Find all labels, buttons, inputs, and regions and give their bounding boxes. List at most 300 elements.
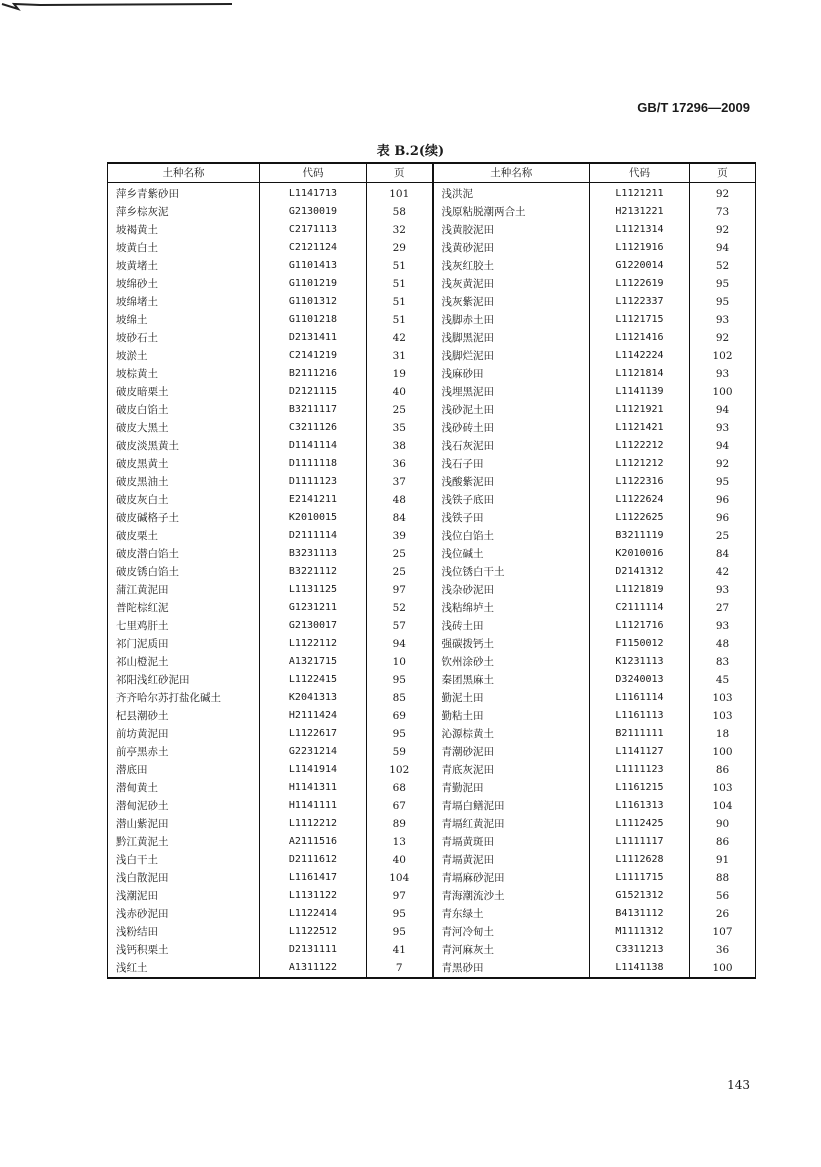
soil-code-cell: L1141127 bbox=[590, 743, 690, 761]
page-ref-cell: 92 bbox=[690, 221, 756, 239]
soil-name-cell: 浅脚黑泥田 bbox=[433, 329, 590, 347]
soil-name-cell: 秦团黑麻土 bbox=[433, 671, 590, 689]
soil-code-cell: C2171113 bbox=[260, 221, 367, 239]
page-ref-cell: 51 bbox=[367, 293, 433, 311]
soil-name-cell: 浅原粘脱潮两合土 bbox=[433, 203, 590, 221]
table-row bbox=[108, 779, 756, 797]
table-row bbox=[108, 275, 756, 293]
soil-name-cell: 破皮潜白馅土 bbox=[108, 545, 260, 563]
soil-code-cell: C2111114 bbox=[590, 599, 690, 617]
soil-name-cell: 浅铁子田 bbox=[433, 509, 590, 527]
soil-name-cell: 祁门泥质田 bbox=[108, 635, 260, 653]
table-row bbox=[108, 581, 756, 599]
table-header-row bbox=[108, 163, 756, 183]
soil-code-cell: L1131122 bbox=[260, 887, 367, 905]
soil-code-cell: L1142224 bbox=[590, 347, 690, 365]
page-ref-cell: 102 bbox=[690, 347, 756, 365]
soil-code-cell: G1521312 bbox=[590, 887, 690, 905]
soil-code-cell: B3211117 bbox=[260, 401, 367, 419]
page-ref-cell: 96 bbox=[690, 491, 756, 509]
header-page-right: 页 bbox=[690, 163, 756, 183]
soil-code-cell: D1111118 bbox=[260, 455, 367, 473]
soil-code-cell: L1122415 bbox=[260, 671, 367, 689]
page-ref-cell: 103 bbox=[690, 779, 756, 797]
table-row bbox=[108, 941, 756, 959]
soil-code-cell: L1122414 bbox=[260, 905, 367, 923]
soil-name-cell: 浅杂砂泥田 bbox=[433, 581, 590, 599]
table-row bbox=[108, 509, 756, 527]
page-number: 143 bbox=[727, 1078, 750, 1092]
table-row bbox=[108, 419, 756, 437]
table-row bbox=[108, 257, 756, 275]
soil-code-cell: L1122316 bbox=[590, 473, 690, 491]
soil-code-cell: L1122337 bbox=[590, 293, 690, 311]
standard-number: GB/T 17296—2009 bbox=[637, 100, 750, 115]
soil-code-cell: L1121212 bbox=[590, 455, 690, 473]
soil-name-cell: 浅位锈白干土 bbox=[433, 563, 590, 581]
soil-name-cell: 钦州涂砂土 bbox=[433, 653, 590, 671]
page-ref-cell: 92 bbox=[690, 185, 756, 203]
page-ref-cell: 95 bbox=[367, 923, 433, 941]
soil-code-cell: B2111216 bbox=[260, 365, 367, 383]
page-ref-cell: 103 bbox=[690, 689, 756, 707]
page-ref-cell: 68 bbox=[367, 779, 433, 797]
soil-code-cell: C2121124 bbox=[260, 239, 367, 257]
soil-name-cell: 浅粉结田 bbox=[108, 923, 260, 941]
page-ref-cell: 92 bbox=[690, 455, 756, 473]
table-row bbox=[108, 797, 756, 815]
soil-code-cell: G1101413 bbox=[260, 257, 367, 275]
page-ref-cell: 45 bbox=[690, 671, 756, 689]
table-body bbox=[108, 183, 756, 979]
soil-code-cell: D2121115 bbox=[260, 383, 367, 401]
page-ref-cell: 84 bbox=[690, 545, 756, 563]
soil-code-cell: L1141138 bbox=[590, 959, 690, 978]
soil-name-cell: 齐齐哈尔苏打盐化碱土 bbox=[108, 689, 260, 707]
soil-code-cell: L1111715 bbox=[590, 869, 690, 887]
page-ref-cell: 95 bbox=[690, 473, 756, 491]
page-ref-cell: 52 bbox=[367, 599, 433, 617]
table-row bbox=[108, 293, 756, 311]
page-ref-cell: 83 bbox=[690, 653, 756, 671]
table-row bbox=[108, 473, 756, 491]
soil-name-cell: 前亭黑赤土 bbox=[108, 743, 260, 761]
soil-name-cell: 普陀棕红泥 bbox=[108, 599, 260, 617]
table-row bbox=[108, 635, 756, 653]
soil-name-cell: 坡砂石土 bbox=[108, 329, 260, 347]
page-ref-cell: 51 bbox=[367, 257, 433, 275]
soil-name-cell: 青河冷甸土 bbox=[433, 923, 590, 941]
soil-code-cell: L1161417 bbox=[260, 869, 367, 887]
header-soil-name-left: 土种名称 bbox=[108, 163, 260, 183]
soil-name-cell: 破皮黑油土 bbox=[108, 473, 260, 491]
soil-name-cell: 沁源棕黄土 bbox=[433, 725, 590, 743]
soil-name-cell: 青勤泥田 bbox=[433, 779, 590, 797]
page-ref-cell: 95 bbox=[690, 293, 756, 311]
soil-code-cell: L1131125 bbox=[260, 581, 367, 599]
soil-name-cell: 青河麻灰土 bbox=[433, 941, 590, 959]
table-row bbox=[108, 491, 756, 509]
soil-name-cell: 青塥黄斑田 bbox=[433, 833, 590, 851]
soil-code-cell: G1231211 bbox=[260, 599, 367, 617]
soil-name-cell: 浅潮泥田 bbox=[108, 887, 260, 905]
soil-code-cell: L1111123 bbox=[590, 761, 690, 779]
page-ref-cell: 101 bbox=[367, 185, 433, 203]
soil-code-cell: L1111117 bbox=[590, 833, 690, 851]
soil-code-cell: L1112212 bbox=[260, 815, 367, 833]
table-row bbox=[108, 617, 756, 635]
table-row bbox=[108, 455, 756, 473]
page-ref-cell: 27 bbox=[690, 599, 756, 617]
soil-code-cell: K2041313 bbox=[260, 689, 367, 707]
page-ref-cell: 86 bbox=[690, 833, 756, 851]
page-ref-cell: 85 bbox=[367, 689, 433, 707]
soil-name-cell: 勤泥土田 bbox=[433, 689, 590, 707]
soil-name-cell: 青海潮流沙土 bbox=[433, 887, 590, 905]
soil-code-cell: L1141914 bbox=[260, 761, 367, 779]
soil-name-cell: 浅脚烂泥田 bbox=[433, 347, 590, 365]
soil-name-cell: 萍乡青紫砂田 bbox=[108, 185, 260, 203]
soil-name-cell: 破皮白馅土 bbox=[108, 401, 260, 419]
page-ref-cell: 13 bbox=[367, 833, 433, 851]
soil-code-cell: B3211119 bbox=[590, 527, 690, 545]
soil-name-cell: 青底灰泥田 bbox=[433, 761, 590, 779]
page-ref-cell: 96 bbox=[690, 509, 756, 527]
soil-code-cell: H2131221 bbox=[590, 203, 690, 221]
soil-name-cell: 浅粘绵垆土 bbox=[433, 599, 590, 617]
soil-name-cell: 浅铁子底田 bbox=[433, 491, 590, 509]
soil-name-cell: 浅红土 bbox=[108, 959, 260, 978]
soil-code-cell: K2010016 bbox=[590, 545, 690, 563]
soil-name-cell: 破皮碱格子土 bbox=[108, 509, 260, 527]
header-code-right: 代码 bbox=[590, 163, 690, 183]
table-row bbox=[108, 347, 756, 365]
page-ref-cell: 100 bbox=[690, 383, 756, 401]
header-page-left: 页 bbox=[367, 163, 433, 183]
page-ref-cell: 51 bbox=[367, 275, 433, 293]
soil-name-cell: 青潮砂泥田 bbox=[433, 743, 590, 761]
soil-name-cell: 青塥白鳝泥田 bbox=[433, 797, 590, 815]
page-ref-cell: 25 bbox=[690, 527, 756, 545]
soil-code-cell: G1101312 bbox=[260, 293, 367, 311]
table-row bbox=[108, 221, 756, 239]
table-row bbox=[108, 239, 756, 257]
corner-scan-mark bbox=[0, 0, 235, 14]
page-ref-cell: 25 bbox=[367, 563, 433, 581]
page-ref-cell: 32 bbox=[367, 221, 433, 239]
soil-code-cell: L1121814 bbox=[590, 365, 690, 383]
soil-name-cell: 浅位碱土 bbox=[433, 545, 590, 563]
soil-name-cell: 浅洪泥 bbox=[433, 185, 590, 203]
soil-code-cell: L1121716 bbox=[590, 617, 690, 635]
soil-code-cell: H1141311 bbox=[260, 779, 367, 797]
table-row bbox=[108, 815, 756, 833]
soil-name-cell: 坡绵土 bbox=[108, 311, 260, 329]
table-row bbox=[108, 689, 756, 707]
page-ref-cell: 103 bbox=[690, 707, 756, 725]
table-row bbox=[108, 959, 756, 978]
page-ref-cell: 95 bbox=[367, 725, 433, 743]
soil-code-cell: K2010015 bbox=[260, 509, 367, 527]
soil-name-cell: 浅灰紫泥田 bbox=[433, 293, 590, 311]
page-ref-cell: 40 bbox=[367, 851, 433, 869]
page-ref-cell: 42 bbox=[367, 329, 433, 347]
soil-name-cell: 前坊黄泥田 bbox=[108, 725, 260, 743]
soil-name-cell: 浅石灰泥田 bbox=[433, 437, 590, 455]
soil-code-cell: L1161113 bbox=[590, 707, 690, 725]
soil-name-cell: 青塥麻砂泥田 bbox=[433, 869, 590, 887]
soil-name-cell: 坡褐黄土 bbox=[108, 221, 260, 239]
page-ref-cell: 84 bbox=[367, 509, 433, 527]
soil-name-cell: 蒲江黄泥田 bbox=[108, 581, 260, 599]
table-row bbox=[108, 761, 756, 779]
page-ref-cell: 94 bbox=[690, 401, 756, 419]
soil-code-cell: L1141713 bbox=[260, 185, 367, 203]
soil-code-cell: L1121921 bbox=[590, 401, 690, 419]
soil-code-cell: K1231113 bbox=[590, 653, 690, 671]
page-ref-cell: 107 bbox=[690, 923, 756, 941]
soil-index-table bbox=[107, 162, 756, 979]
soil-code-cell: L1122512 bbox=[260, 923, 367, 941]
soil-code-cell: L1121416 bbox=[590, 329, 690, 347]
soil-code-cell: A1311122 bbox=[260, 959, 367, 978]
soil-code-cell: L1161114 bbox=[590, 689, 690, 707]
soil-name-cell: 浅麻砂田 bbox=[433, 365, 590, 383]
soil-code-cell: L1121211 bbox=[590, 185, 690, 203]
soil-code-cell: L1121314 bbox=[590, 221, 690, 239]
soil-name-cell: 浅位白馅土 bbox=[433, 527, 590, 545]
soil-name-cell: 潜甸黄土 bbox=[108, 779, 260, 797]
table-row bbox=[108, 653, 756, 671]
header-code-left: 代码 bbox=[260, 163, 367, 183]
table-row bbox=[108, 437, 756, 455]
soil-name-cell: 破皮淡黑黄土 bbox=[108, 437, 260, 455]
soil-code-cell: L1112425 bbox=[590, 815, 690, 833]
page-ref-cell: 38 bbox=[367, 437, 433, 455]
table-row bbox=[108, 401, 756, 419]
soil-code-cell: C2141219 bbox=[260, 347, 367, 365]
soil-code-cell: D2131411 bbox=[260, 329, 367, 347]
soil-name-cell: 浅脚赤土田 bbox=[433, 311, 590, 329]
soil-code-cell: L1122212 bbox=[590, 437, 690, 455]
page-ref-cell: 94 bbox=[690, 437, 756, 455]
soil-name-cell: 浅白干土 bbox=[108, 851, 260, 869]
page-ref-cell: 94 bbox=[690, 239, 756, 257]
page-ref-cell: 86 bbox=[690, 761, 756, 779]
soil-code-cell: D2131111 bbox=[260, 941, 367, 959]
table-row bbox=[108, 185, 756, 203]
soil-name-cell: 潜山紫泥田 bbox=[108, 815, 260, 833]
soil-name-cell: 破皮栗土 bbox=[108, 527, 260, 545]
table-row bbox=[108, 833, 756, 851]
table-row bbox=[108, 869, 756, 887]
soil-name-cell: 浅灰红胶土 bbox=[433, 257, 590, 275]
soil-code-cell: L1122624 bbox=[590, 491, 690, 509]
soil-code-cell: G1101218 bbox=[260, 311, 367, 329]
header-soil-name-right: 土种名称 bbox=[433, 163, 590, 183]
soil-code-cell: G1220014 bbox=[590, 257, 690, 275]
page-ref-cell: 104 bbox=[690, 797, 756, 815]
soil-code-cell: B4131112 bbox=[590, 905, 690, 923]
soil-name-cell: 青黑砂田 bbox=[433, 959, 590, 978]
page-ref-cell: 89 bbox=[367, 815, 433, 833]
page-ref-cell: 58 bbox=[367, 203, 433, 221]
soil-name-cell: 坡绵砂土 bbox=[108, 275, 260, 293]
soil-code-cell: M1111312 bbox=[590, 923, 690, 941]
table-row bbox=[108, 599, 756, 617]
soil-name-cell: 坡黄白土 bbox=[108, 239, 260, 257]
soil-code-cell: L1121421 bbox=[590, 419, 690, 437]
page-ref-cell: 95 bbox=[367, 671, 433, 689]
soil-code-cell: D3240013 bbox=[590, 671, 690, 689]
table-row bbox=[108, 203, 756, 221]
page-ref-cell: 100 bbox=[690, 959, 756, 978]
page-ref-cell: 93 bbox=[690, 365, 756, 383]
table-row bbox=[108, 887, 756, 905]
soil-name-cell: 破皮锈白馅土 bbox=[108, 563, 260, 581]
soil-name-cell: 浅钙积栗土 bbox=[108, 941, 260, 959]
page-ref-cell: 35 bbox=[367, 419, 433, 437]
soil-name-cell: 勤粘土田 bbox=[433, 707, 590, 725]
soil-code-cell: L1121715 bbox=[590, 311, 690, 329]
table-row bbox=[108, 527, 756, 545]
table-row bbox=[108, 725, 756, 743]
soil-name-cell: 杞县潮砂土 bbox=[108, 707, 260, 725]
soil-name-cell: 破皮暗栗土 bbox=[108, 383, 260, 401]
soil-name-cell: 浅白散泥田 bbox=[108, 869, 260, 887]
table-row bbox=[108, 851, 756, 869]
soil-name-cell: 浅埋黑泥田 bbox=[433, 383, 590, 401]
soil-name-cell: 青塥红黄泥田 bbox=[433, 815, 590, 833]
soil-name-cell: 青东绿土 bbox=[433, 905, 590, 923]
soil-code-cell: L1141139 bbox=[590, 383, 690, 401]
soil-code-cell: G2130017 bbox=[260, 617, 367, 635]
page-ref-cell: 25 bbox=[367, 401, 433, 419]
page-ref-cell: 100 bbox=[690, 743, 756, 761]
soil-code-cell: G2130019 bbox=[260, 203, 367, 221]
soil-code-cell: H1141111 bbox=[260, 797, 367, 815]
page-ref-cell: 51 bbox=[367, 311, 433, 329]
page-ref-cell: 40 bbox=[367, 383, 433, 401]
soil-name-cell: 破皮灰白土 bbox=[108, 491, 260, 509]
soil-name-cell: 坡棕黄土 bbox=[108, 365, 260, 383]
page-ref-cell: 37 bbox=[367, 473, 433, 491]
page-ref-cell: 91 bbox=[690, 851, 756, 869]
page-ref-cell: 52 bbox=[690, 257, 756, 275]
page-ref-cell: 31 bbox=[367, 347, 433, 365]
soil-code-cell: L1121819 bbox=[590, 581, 690, 599]
soil-code-cell: D1111123 bbox=[260, 473, 367, 491]
soil-name-cell: 浅砂泥土田 bbox=[433, 401, 590, 419]
page-ref-cell: 48 bbox=[367, 491, 433, 509]
soil-name-cell: 潜甸泥砂土 bbox=[108, 797, 260, 815]
table-row bbox=[108, 545, 756, 563]
table-row bbox=[108, 311, 756, 329]
soil-code-cell: C3311213 bbox=[590, 941, 690, 959]
page-ref-cell: 104 bbox=[367, 869, 433, 887]
soil-code-cell: L1122617 bbox=[260, 725, 367, 743]
page-ref-cell: 36 bbox=[690, 941, 756, 959]
soil-code-cell: H2111424 bbox=[260, 707, 367, 725]
page-ref-cell: 93 bbox=[690, 311, 756, 329]
page-ref-cell: 92 bbox=[690, 329, 756, 347]
table-row bbox=[108, 707, 756, 725]
soil-name-cell: 破皮黑黄土 bbox=[108, 455, 260, 473]
soil-code-cell: L1112628 bbox=[590, 851, 690, 869]
page-ref-cell: 7 bbox=[367, 959, 433, 978]
soil-code-cell: L1122619 bbox=[590, 275, 690, 293]
page-ref-cell: 93 bbox=[690, 419, 756, 437]
page-ref-cell: 93 bbox=[690, 581, 756, 599]
soil-name-cell: 浅灰黄泥田 bbox=[433, 275, 590, 293]
page-ref-cell: 19 bbox=[367, 365, 433, 383]
soil-name-cell: 黔江黄泥土 bbox=[108, 833, 260, 851]
soil-name-cell: 浅黄胶泥田 bbox=[433, 221, 590, 239]
soil-code-cell: E2141211 bbox=[260, 491, 367, 509]
soil-code-cell: L1122625 bbox=[590, 509, 690, 527]
page-ref-cell: 95 bbox=[690, 275, 756, 293]
page-ref-cell: 56 bbox=[690, 887, 756, 905]
table-row bbox=[108, 905, 756, 923]
soil-code-cell: F1150012 bbox=[590, 635, 690, 653]
soil-code-cell: L1122112 bbox=[260, 635, 367, 653]
soil-code-cell: G2231214 bbox=[260, 743, 367, 761]
page-ref-cell: 41 bbox=[367, 941, 433, 959]
table-row bbox=[108, 365, 756, 383]
soil-name-cell: 浅赤砂泥田 bbox=[108, 905, 260, 923]
soil-name-cell: 祁山橙泥土 bbox=[108, 653, 260, 671]
page-ref-cell: 57 bbox=[367, 617, 433, 635]
soil-code-cell: D2111612 bbox=[260, 851, 367, 869]
soil-code-cell: L1121916 bbox=[590, 239, 690, 257]
table-row bbox=[108, 923, 756, 941]
page-ref-cell: 97 bbox=[367, 887, 433, 905]
table-row bbox=[108, 563, 756, 581]
table-caption: 表 B.2(续) bbox=[376, 144, 445, 159]
page-ref-cell: 59 bbox=[367, 743, 433, 761]
soil-name-cell: 浅黄砂泥田 bbox=[433, 239, 590, 257]
soil-code-cell: A2111516 bbox=[260, 833, 367, 851]
soil-name-cell: 坡淤土 bbox=[108, 347, 260, 365]
table-row bbox=[108, 329, 756, 347]
table-row bbox=[108, 671, 756, 689]
soil-code-cell: L1161313 bbox=[590, 797, 690, 815]
page-ref-cell: 48 bbox=[690, 635, 756, 653]
page-ref-cell: 10 bbox=[367, 653, 433, 671]
soil-code-cell: C3211126 bbox=[260, 419, 367, 437]
page-ref-cell: 39 bbox=[367, 527, 433, 545]
soil-code-cell: B3221112 bbox=[260, 563, 367, 581]
soil-code-cell: L1161215 bbox=[590, 779, 690, 797]
soil-name-cell: 强碳拨钙土 bbox=[433, 635, 590, 653]
soil-code-cell: G1101219 bbox=[260, 275, 367, 293]
page-ref-cell: 67 bbox=[367, 797, 433, 815]
page-ref-cell: 29 bbox=[367, 239, 433, 257]
soil-name-cell: 祁阳浅红砂泥田 bbox=[108, 671, 260, 689]
page-ref-cell: 18 bbox=[690, 725, 756, 743]
soil-name-cell: 破皮大黑土 bbox=[108, 419, 260, 437]
page-ref-cell: 36 bbox=[367, 455, 433, 473]
soil-code-cell: B2111111 bbox=[590, 725, 690, 743]
page-ref-cell: 94 bbox=[367, 635, 433, 653]
page-ref-cell: 73 bbox=[690, 203, 756, 221]
page-ref-cell: 88 bbox=[690, 869, 756, 887]
page-ref-cell: 97 bbox=[367, 581, 433, 599]
page-ref-cell: 93 bbox=[690, 617, 756, 635]
table-row bbox=[108, 383, 756, 401]
page-ref-cell: 90 bbox=[690, 815, 756, 833]
soil-name-cell: 浅酸紫泥田 bbox=[433, 473, 590, 491]
